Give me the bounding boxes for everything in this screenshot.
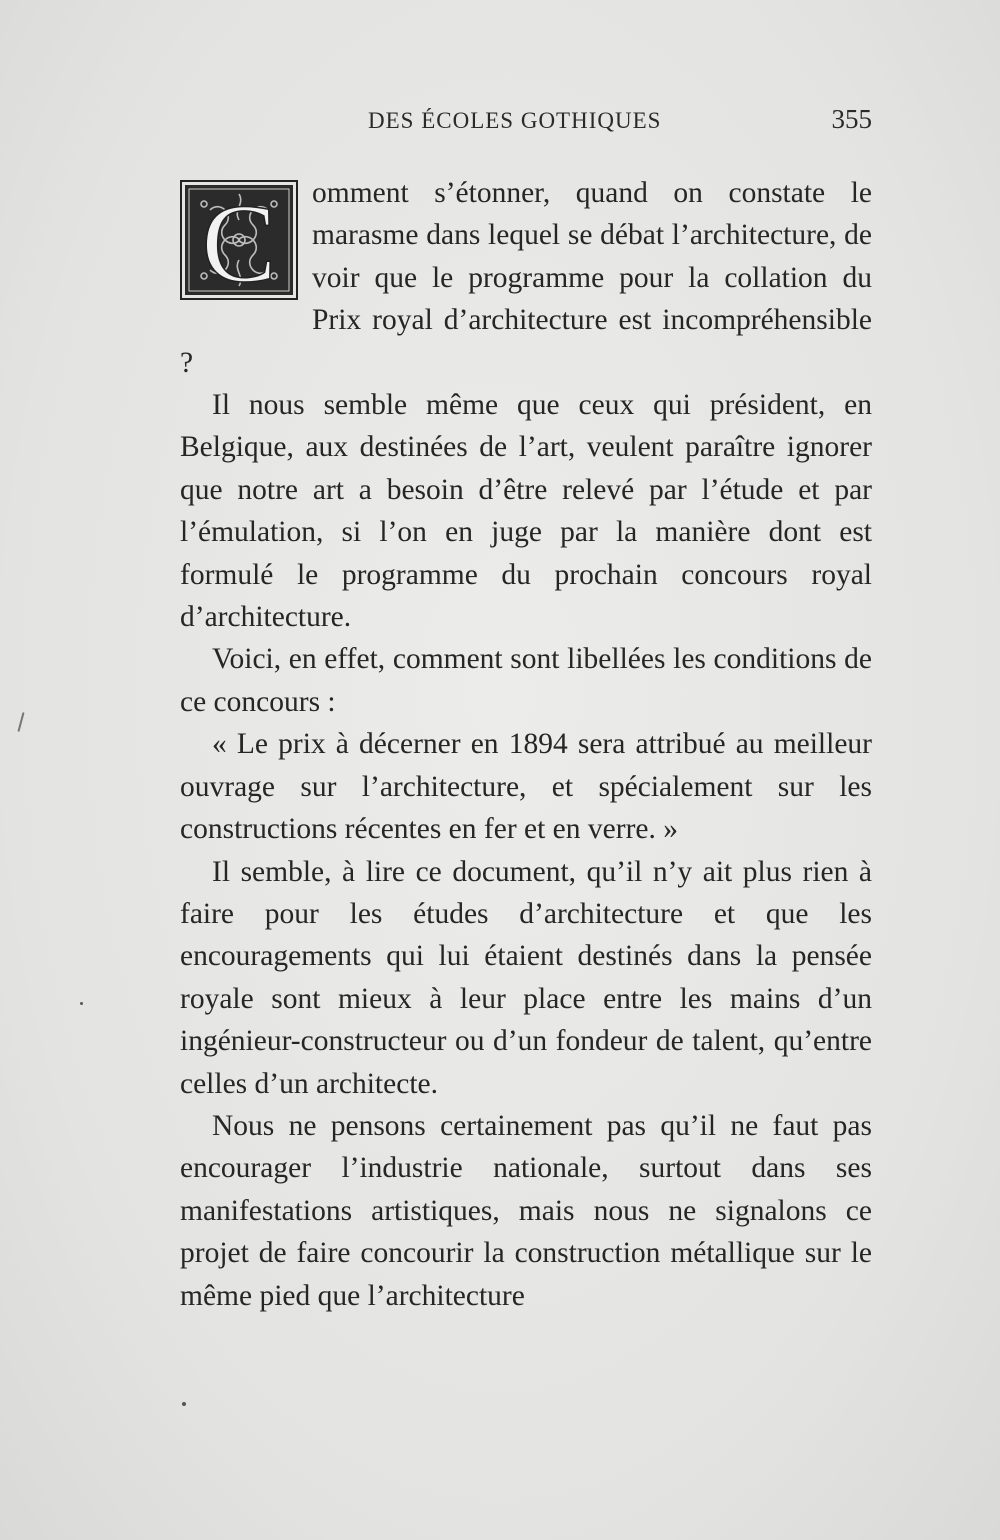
running-title: DES ÉCOLES GOTHIQUES bbox=[368, 108, 662, 133]
ink-dot bbox=[17, 712, 24, 732]
page-number: 355 bbox=[831, 104, 872, 134]
paragraph-1-text: omment s’étonner, quand on constate le marasme dans lequel se débat l’architecture, de voir que le programme pour la collation du Prix royal d’architecture est incompréhensible ? bbox=[180, 177, 872, 379]
quotation-paragraph: « Le prix à décerner en 1894 sera attribué au meilleur ouvrage sur l’architecture, et spécialement sur les constructions récentes en fer et en verre. » bbox=[180, 728, 872, 846]
paragraph-3: Voici, en effet, comment sont libellées les conditions de ce concours : bbox=[180, 643, 872, 718]
paragraph-1 bbox=[180, 172, 872, 384]
dropcap-ornament-icon bbox=[180, 180, 298, 300]
ink-dot bbox=[80, 1002, 83, 1005]
ink-dot bbox=[182, 1402, 186, 1406]
dropcap-letter: C bbox=[201, 182, 277, 300]
paragraph-5: Il semble, à lire ce document, qu’il n’y ait plus rien à faire pour les études d’architecture et que les encouragements qui lui étaient destinés dans la pensée royale sont mieux à leur place entre les mains d’un ingénieur-constructeur ou d’un fondeur de talent, qu’entre celles d’un architecte. bbox=[180, 855, 872, 1100]
page-header bbox=[180, 104, 872, 140]
body-text bbox=[180, 172, 872, 1317]
ornamental-dropcap bbox=[180, 180, 298, 300]
paragraph-2: Il nous semble même que ceux qui président, en Belgique, aux destinées de l’art, veulent paraître ignorer que notre art a besoin d’être relevé par l’étude et par l’émulation, si l’on en juge par la manière dont est formulé le programme du prochain concours royal d’architecture. bbox=[180, 389, 872, 634]
paragraph-6: Nous ne pensons certainement pas qu’il ne faut pas encourager l’industrie nationale, surtout dans ses manifestations artistiques, mais nous ne signalons ce projet de faire concourir la construction métallique sur le même pied que l’architecture bbox=[180, 1109, 872, 1312]
